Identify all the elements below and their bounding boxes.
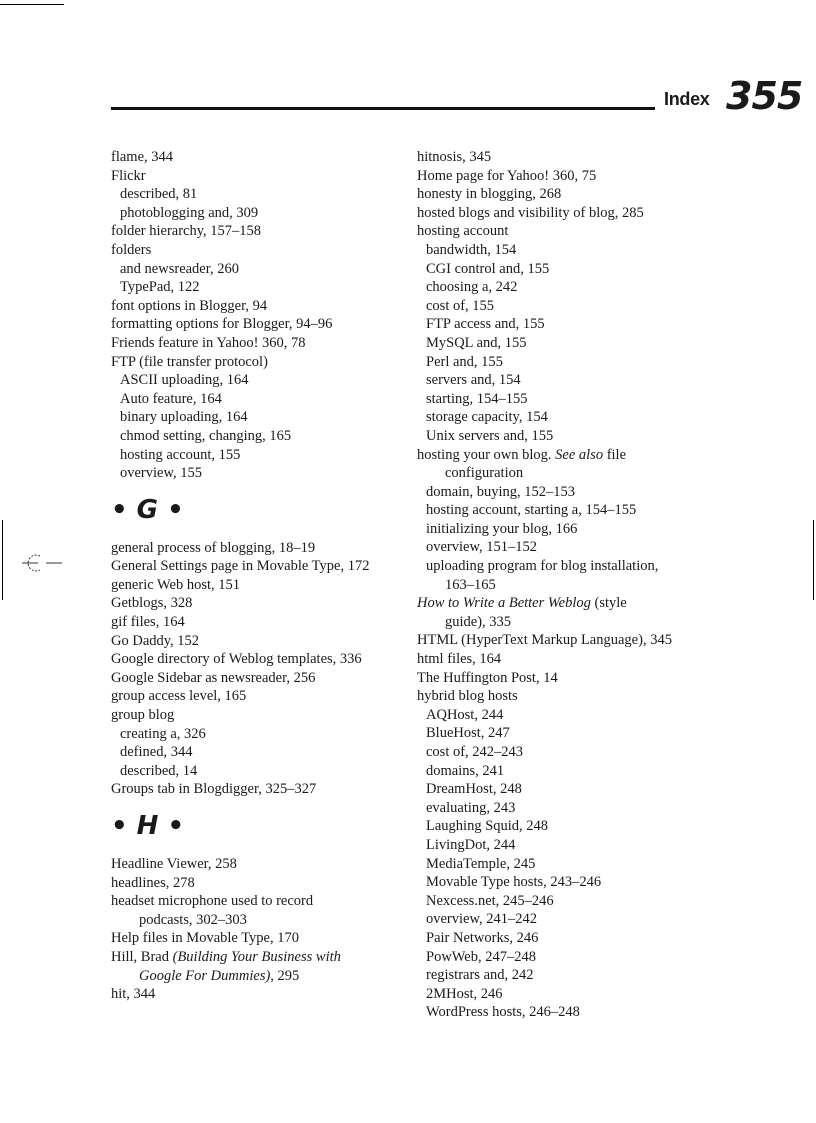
index-entry: Help files in Movable Type, 170 xyxy=(111,930,299,947)
index-entry-continuation: Google For Dummies), 295 xyxy=(139,967,300,984)
index-entry: Home page for Yahoo! 360, 75 xyxy=(417,167,597,184)
index-subentry: WordPress hosts, 246–248 xyxy=(426,1004,580,1021)
index-entry: Getblogs, 328 xyxy=(111,595,193,612)
index-subentry: Auto feature, 164 xyxy=(120,390,222,407)
index-entry: hit, 344 xyxy=(111,986,156,1003)
index-subentry: registrars and, 242 xyxy=(426,967,534,984)
index-entry: flame, 344 xyxy=(111,149,174,165)
index-column-right xyxy=(417,148,807,1022)
index-entry: Flickr xyxy=(111,167,146,184)
index-subentry: hosting account, starting a, 154–155 xyxy=(426,502,637,519)
index-subentry: storage capacity, 154 xyxy=(426,409,548,426)
registration-mark-icon xyxy=(22,548,64,576)
index-subentry: Unix servers and, 155 xyxy=(426,427,554,444)
index-subentry: cost of, 155 xyxy=(426,297,495,314)
index-entry: general process of blogging, 18–19 xyxy=(111,539,316,556)
right-margin-rule xyxy=(813,520,814,600)
index-subentry: Pair Networks, 246 xyxy=(426,929,539,946)
index-subentry: MediaTemple, 245 xyxy=(426,855,536,872)
index-subentry: servers and, 154 xyxy=(426,372,521,389)
index-subentry: FTP access and, 155 xyxy=(426,316,545,333)
page-number: 355 xyxy=(726,74,803,118)
index-subentry: CGI control and, 155 xyxy=(426,260,550,277)
index-subentry: described, 14 xyxy=(120,762,198,779)
index-subentry: ASCII uploading, 164 xyxy=(120,372,249,389)
index-entry: folder hierarchy, 157–158 xyxy=(111,223,262,240)
index-entry-continuation: 163–165 xyxy=(445,576,496,593)
index-subentry: AQHost, 244 xyxy=(426,706,504,723)
index-subentry: and newsreader, 260 xyxy=(120,260,239,277)
index-subentry: 2MHost, 246 xyxy=(426,985,503,1002)
index-entry: formatting options for Blogger, 94–96 xyxy=(111,316,333,333)
index-entry: hosting account xyxy=(417,223,509,240)
index-subentry: PowWeb, 247–248 xyxy=(426,948,536,965)
header-rule xyxy=(111,107,655,110)
running-head-section: Index xyxy=(664,89,710,109)
index-subentry: starting, 154–155 xyxy=(426,390,528,407)
index-subentry: uploading program for blog installation, xyxy=(426,558,659,575)
index-subentry: Laughing Squid, 248 xyxy=(426,818,549,835)
index-entry: font options in Blogger, 94 xyxy=(111,297,268,314)
index-entry-continuation: podcasts, 302–303 xyxy=(139,911,247,928)
index-subentry: photoblogging and, 309 xyxy=(120,204,259,221)
index-entry: General Settings page in Movable Type, 172 xyxy=(111,558,370,575)
index-entry: folders xyxy=(111,241,152,258)
index-subentry: LivingDot, 244 xyxy=(426,836,516,853)
index-letter-heading: • G • xyxy=(111,494,184,525)
index-subentry: domain, buying, 152–153 xyxy=(426,483,576,500)
index-subentry: bandwidth, 154 xyxy=(426,241,517,258)
index-subentry: DreamHost, 248 xyxy=(426,781,522,798)
index-entry: group access level, 165 xyxy=(111,688,247,705)
index-subentry: overview, 151–152 xyxy=(426,539,538,556)
index-entry: hitnosis, 345 xyxy=(417,149,492,165)
index-subentry: overview, 241–242 xyxy=(426,911,538,928)
index-entry: group blog xyxy=(111,707,175,724)
index-subentry: binary uploading, 164 xyxy=(120,409,248,426)
index-entry: Hill, Brad (Building Your Business with xyxy=(111,948,341,965)
index-subentry: described, 81 xyxy=(120,186,198,203)
index-entry: How to Write a Better Weblog (style xyxy=(417,595,627,612)
index-subentry: Movable Type hosts, 243–246 xyxy=(426,874,602,891)
index-entry: Go Daddy, 152 xyxy=(111,632,200,649)
index-entry: FTP (file transfer protocol) xyxy=(111,353,268,370)
index-entry: Headline Viewer, 258 xyxy=(111,856,237,872)
index-entry-continuation: configuration xyxy=(445,465,524,482)
index-subentry: Perl and, 155 xyxy=(426,353,503,370)
index-column-left xyxy=(111,148,411,1004)
index-subentry: BlueHost, 247 xyxy=(426,725,510,742)
index-subentry: overview, 155 xyxy=(120,465,203,482)
index-entry: hybrid blog hosts xyxy=(417,688,518,705)
index-letter-heading: • H • xyxy=(111,811,185,841)
index-entry: Friends feature in Yahoo! 360, 78 xyxy=(111,334,306,351)
index-subentry: defined, 344 xyxy=(120,744,193,761)
index-subentry: hosting account, 155 xyxy=(120,446,241,463)
index-entry: honesty in blogging, 268 xyxy=(417,186,562,203)
index-subentry: Nexcess.net, 245–246 xyxy=(426,892,554,909)
index-subentry: creating a, 326 xyxy=(120,725,206,742)
index-subentry: choosing a, 242 xyxy=(426,279,518,296)
index-entry: HTML (HyperText Markup Language), 345 xyxy=(417,632,672,649)
index-subentry: domains, 241 xyxy=(426,762,505,779)
index-entry: headlines, 278 xyxy=(111,874,195,891)
left-margin-rule xyxy=(2,520,3,600)
index-subentry: evaluating, 243 xyxy=(426,799,516,816)
corner-crop-line xyxy=(0,4,64,5)
index-entry: html files, 164 xyxy=(417,651,502,668)
index-entry: generic Web host, 151 xyxy=(111,576,241,593)
index-entry: hosting your own blog. See also file xyxy=(417,446,627,463)
index-entry: hosted blogs and visibility of blog, 285 xyxy=(417,204,644,221)
index-entry: Groups tab in Blogdigger, 325–327 xyxy=(111,781,317,798)
index-entry: headset microphone used to record xyxy=(111,893,314,910)
index-subentry: MySQL and, 155 xyxy=(426,334,527,351)
index-entry: Google Sidebar as newsreader, 256 xyxy=(111,669,316,686)
index-subentry: initializing your blog, 166 xyxy=(426,520,578,537)
index-entry: Google directory of Weblog templates, 336 xyxy=(111,651,362,668)
index-subentry: chmod setting, changing, 165 xyxy=(120,427,292,444)
index-entry: gif files, 164 xyxy=(111,614,185,631)
index-subentry: TypePad, 122 xyxy=(120,279,200,296)
index-entry: The Huffington Post, 14 xyxy=(417,669,558,686)
index-entry-continuation: guide), 335 xyxy=(445,613,512,630)
index-subentry: cost of, 242–243 xyxy=(426,744,524,760)
